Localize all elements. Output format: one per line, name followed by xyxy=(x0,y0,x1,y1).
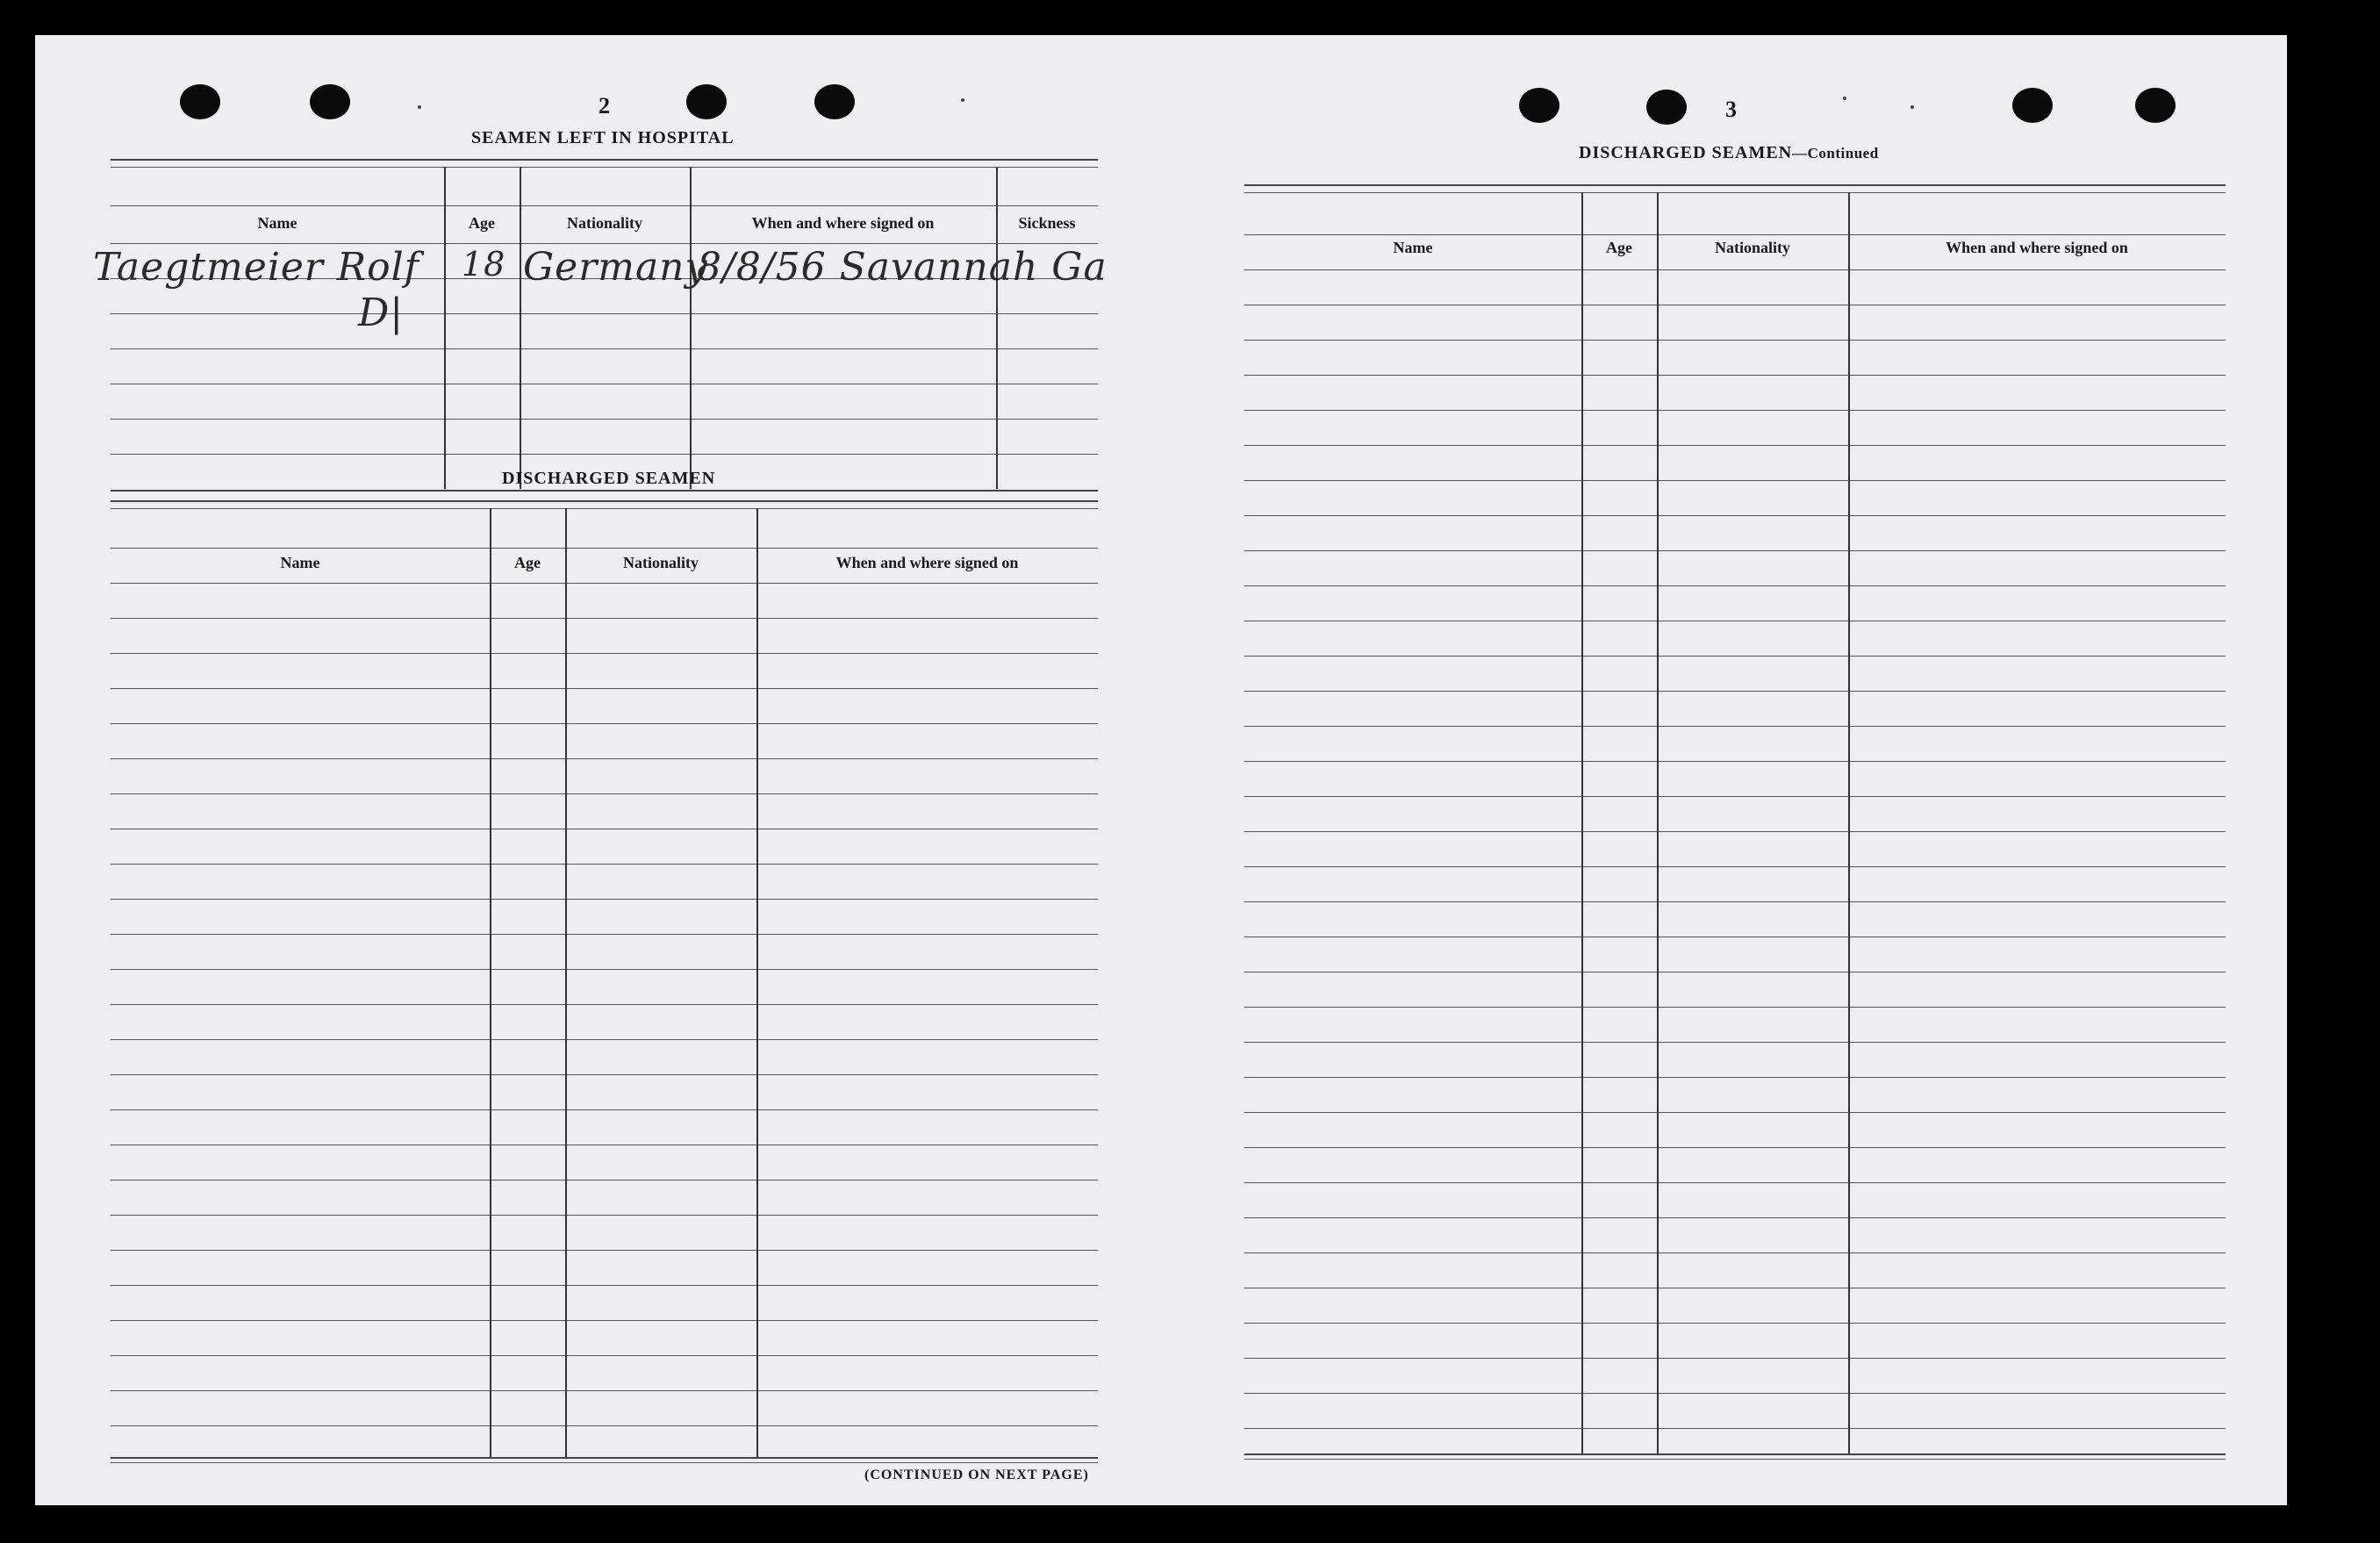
punch-hole xyxy=(2135,88,2176,123)
col-header-name: Name xyxy=(1393,239,1433,256)
col-header-signed-on: When and where signed on xyxy=(1946,239,2128,256)
col-header-signed-on: When and where signed on xyxy=(751,214,935,232)
punch-hole xyxy=(814,84,855,119)
hospital-table xyxy=(93,159,1108,492)
punch-hole xyxy=(1646,90,1687,125)
continued-footer: (CONTINUED ON NEXT PAGE) xyxy=(864,1468,1089,1482)
hospital-section-title: SEAMEN LEFT IN HOSPITAL xyxy=(471,128,735,147)
punch-hole xyxy=(1519,88,1559,123)
dot-mark xyxy=(1843,97,1846,100)
col-header-name: Name xyxy=(280,554,320,571)
dot-mark xyxy=(1910,105,1914,109)
handwritten-age: 18 xyxy=(462,245,506,283)
title-main: DISCHARGED SEAMEN xyxy=(1579,143,1793,162)
punch-hole xyxy=(686,84,727,119)
punch-hole xyxy=(2012,88,2053,123)
col-header-age: Age xyxy=(1606,239,1632,256)
col-header-age: Age xyxy=(514,554,541,571)
title-suffix: —Continued xyxy=(1792,145,1879,161)
col-header-nationality: Nationality xyxy=(622,554,699,571)
dot-mark xyxy=(418,105,421,109)
document-spread xyxy=(35,35,2287,1505)
discharged-section-title: DISCHARGED SEAMEN xyxy=(502,469,716,488)
col-header-nationality: Nationality xyxy=(1714,239,1790,256)
col-header-age: Age xyxy=(469,214,495,232)
col-header-sickness: Sickness xyxy=(1018,214,1076,232)
col-header-nationality: Nationality xyxy=(566,214,642,232)
punch-hole xyxy=(180,84,220,119)
dot-mark xyxy=(961,98,964,102)
col-header-signed-on: When and where signed on xyxy=(835,554,1019,571)
discharged-table-left xyxy=(111,500,1098,1466)
discharged-table-right xyxy=(1244,184,2226,1466)
punch-hole xyxy=(310,84,350,119)
handwritten-mark: D| xyxy=(358,291,405,335)
handwritten-nationality: Germany xyxy=(523,245,708,290)
discharged-continued-title xyxy=(1579,143,1879,163)
handwritten-name: Taegtmeier Rolf xyxy=(93,245,419,290)
page-number: 2 xyxy=(599,93,610,118)
page-number: 3 xyxy=(1725,97,1737,122)
col-header-name: Name xyxy=(257,214,298,232)
handwritten-signed-on: 8/8/56 Savannah Ga xyxy=(697,245,1108,290)
